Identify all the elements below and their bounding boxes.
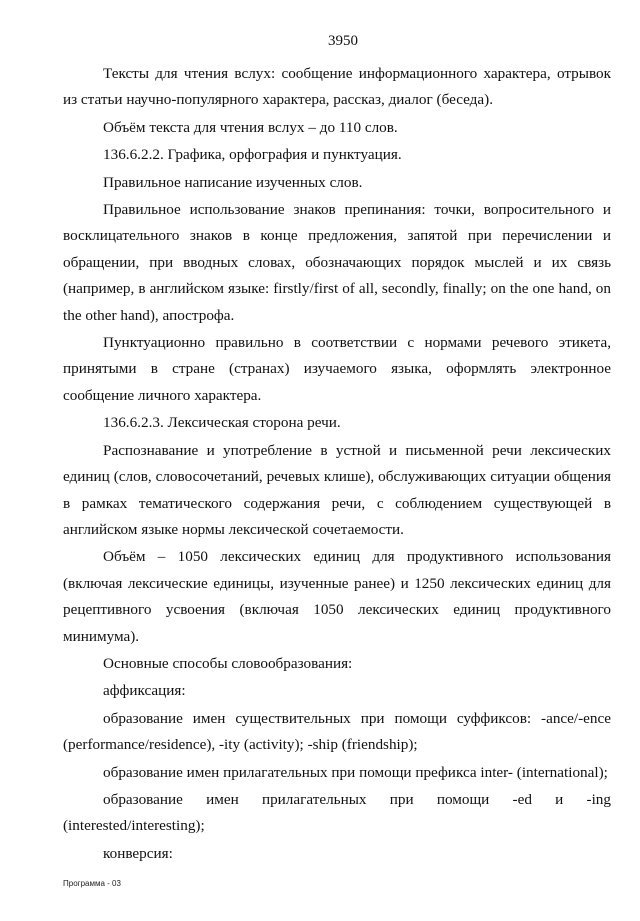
paragraph-conversion: конверсия:	[103, 844, 173, 862]
document-body	[63, 60, 611, 867]
section-heading-graphics: 136.6.2.2. Графика, орфография и пунктуация.	[103, 146, 402, 164]
paragraph-spelling: Правильное написание изученных слов.	[103, 173, 363, 191]
paragraph-adjective-prefix: образование имен прилагательных при помощи префикса inter- (international);	[103, 763, 608, 781]
paragraph-lexical-volume: Объём – 1050 лексических единиц для продуктивного использования (включая лексические единицы, изученные ранее) и 1250 лексических единиц для рецептивного усвоения (включая 1050 лексических единиц продуктивного минимума).	[63, 548, 611, 645]
paragraph-texts-for-reading: Тексты для чтения вслух: сообщение информационного характера, отрывок из статьи научно-популярного характера, рассказ, диалог (беседа).	[63, 65, 611, 109]
paragraph-affixation: аффиксация:	[103, 682, 186, 700]
paragraph-adjective-suffixes: образование имен прилагательных при помощи -ed и -ing (interested/interesting);	[63, 790, 611, 835]
footer-label: Программа - 03	[63, 879, 121, 888]
paragraph-noun-suffixes: образование имен существительных при помощи суффиксов: -ance/-ence (performance/residence), -ity (activity); -ship (friendship);	[63, 709, 611, 754]
page-number: 3950	[328, 33, 358, 49]
paragraph-punctuation: Правильное использование знаков препинания: точки, вопросительного и восклицательного знаков в конце предложения, запятой при перечислении и обращении, при вводных словах, обозначающих порядок мыслей и их связь (например, в английском языке: firstly/first of all, secondly, finally; on the one hand, on the other hand), апострофа.	[63, 201, 611, 324]
paragraph-lexical-units: Распознавание и употребление в устной и письменной речи лексических единиц (слов, словосочетаний, речевых клише), обслуживающих ситуации общения в рамках тематического содержания речи, с соблюдением существующей в английском языке нормы лексической сочетаемости.	[63, 441, 611, 538]
section-heading-lexical: 136.6.2.3. Лексическая сторона речи.	[103, 414, 341, 432]
paragraph-reading-volume: Объём текста для чтения вслух – до 110 слов.	[103, 118, 398, 136]
paragraph-email-punctuation: Пунктуационно правильно в соответствии с нормами речевого этикета, принятыми в стране (странах) изучаемого языка, оформлять электронное сообщение личного характера.	[63, 334, 611, 404]
paragraph-word-formation: Основные способы словообразования:	[103, 654, 353, 672]
